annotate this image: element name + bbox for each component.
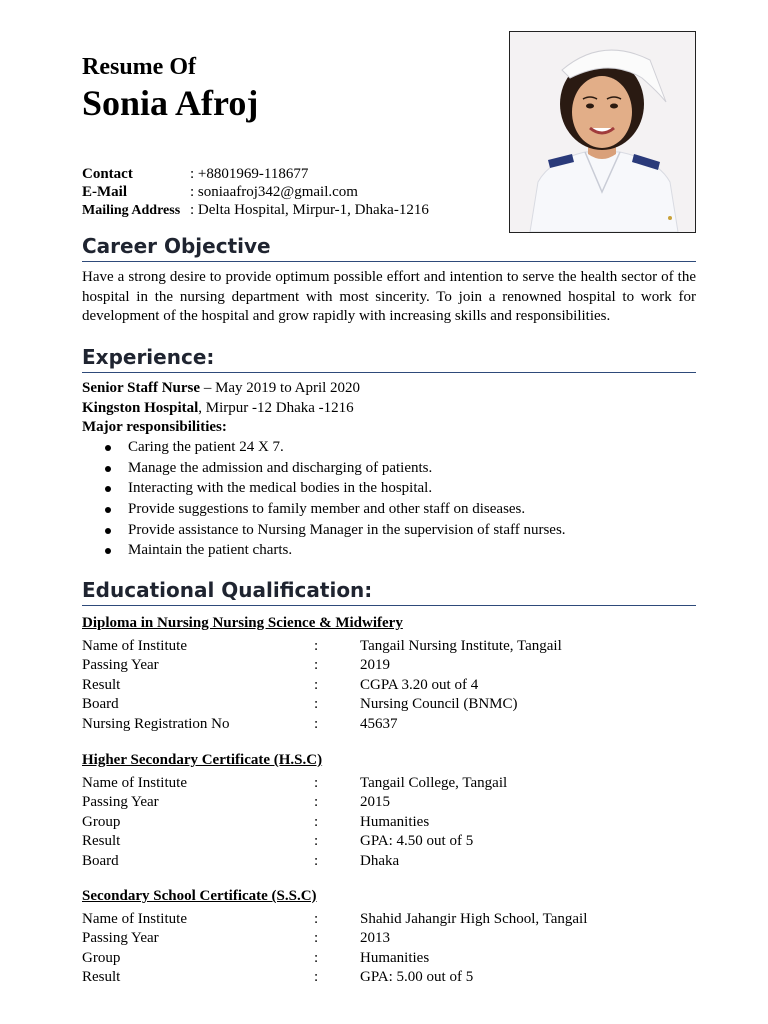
detail-value: GPA: 4.50 out of 5 [360,833,474,850]
detail-separator: : [314,969,319,986]
job-role-line [82,379,360,397]
resume-of-heading: Resume Of [82,54,196,80]
detail-separator: : [314,852,319,869]
detail-row [82,695,682,714]
detail-row [82,813,682,832]
list-item-text: Provide assistance to Nursing Manager in the supervision of staff nurses. [128,521,566,538]
list-item-text: Maintain the patient charts. [128,542,293,559]
ssc-details [82,910,682,988]
list-item-text: Caring the patient 24 X 7. [128,439,284,455]
detail-row [82,832,682,851]
detail-row [82,793,682,812]
detail-separator: : [314,813,319,830]
bullet-icon [105,466,111,472]
hsc-details [82,774,682,871]
detail-key: Result [82,833,121,850]
detail-separator: : [314,911,319,927]
detail-key: Result [82,676,121,693]
email-row [82,183,358,201]
address-label: Mailing Address [82,203,181,218]
section-divider [82,372,696,373]
detail-key: Passing Year [82,657,159,674]
list-item [82,520,566,541]
detail-value: 2015 [360,794,390,811]
career-objective-title: Career Objective [82,234,271,258]
email-value: : soniaafroj342@gmail.com [190,184,358,200]
detail-key: Name of Institute [82,775,187,791]
detail-value: 45637 [360,715,398,732]
bullet-icon [105,507,111,513]
contact-label: Contact [82,166,133,182]
address-row [82,201,429,220]
email-label: E-Mail [82,184,127,200]
detail-value: Humanities [360,813,430,830]
list-item [82,499,566,520]
detail-key: Passing Year [82,794,159,811]
diploma-heading: Diploma in Nursing Nursing Science & Midwifery [82,615,403,631]
section-divider [82,605,696,606]
detail-key: Nursing Registration No [82,715,230,732]
detail-key: Name of Institute [82,638,187,654]
list-item [82,540,566,561]
list-item [82,478,566,499]
list-item-text: Interacting with the medical bodies in the hospital. [128,480,433,497]
ssc-heading: Secondary School Certificate (S.S.C) [82,888,317,904]
detail-separator: : [314,833,319,850]
diploma-details [82,637,682,734]
job-period: – May 2019 to April 2020 [200,380,361,396]
detail-row [82,774,682,793]
detail-row [82,676,682,695]
contact-value: : +8801969-118677 [190,166,309,182]
hsc-heading: Higher Secondary Certificate (H.S.C) [82,752,323,768]
job-role: Senior Staff Nurse [82,380,201,396]
detail-row [82,949,682,968]
address-value: : Delta Hospital, Mirpur-1, Dhaka-1216 [190,202,429,218]
detail-value: Nursing Council (BNMC) [360,696,518,713]
detail-key: Name of Institute [82,911,187,927]
detail-separator: : [314,949,319,966]
bullet-icon [105,528,111,534]
education-title: Educational Qualification: [82,578,373,602]
list-item [82,437,566,458]
employer-line [82,399,354,417]
detail-row [82,929,682,948]
detail-value: Humanities [360,949,430,966]
detail-value: Dhaka [360,852,400,869]
detail-separator: : [314,676,319,693]
detail-row [82,715,682,734]
detail-row [82,852,682,871]
profile-photo [509,31,696,233]
employer-name: Kingston Hospital [82,400,199,416]
detail-separator: : [314,715,319,732]
detail-row [82,968,682,987]
detail-separator: : [314,930,319,947]
employer-location: , Mirpur -12 Dhaka -1216 [198,400,354,416]
detail-key: Passing Year [82,930,159,947]
candidate-name: Sonia Afroj [82,83,259,123]
responsibilities-label: Major responsibilities: [82,419,227,435]
nurse-portrait-illustration [510,32,695,232]
bullet-icon [105,486,111,492]
detail-row [82,910,682,929]
detail-key: Board [82,852,119,869]
detail-value: 2019 [360,657,390,674]
detail-separator: : [314,657,319,674]
detail-key: Board [82,696,119,713]
detail-row [82,656,682,675]
detail-row [82,637,682,656]
detail-separator: : [314,638,319,654]
detail-value: Tangail Nursing Institute, Tangail [360,638,562,654]
detail-value: 2013 [360,930,390,947]
detail-separator: : [314,775,319,791]
bullet-icon [105,548,111,554]
responsibilities-list [82,437,566,561]
detail-separator: : [314,696,319,713]
detail-value: GPA: 5.00 out of 5 [360,969,474,986]
contact-row [82,165,308,183]
career-objective-text: Have a strong desire to provide optimum possible effort and intention to serve the health sector of the hospital in the nursing department with most sincerity. To join a renowned hospital to work for development of the hospital and grow rapidly with increasing skills and responsibilities. [82,269,696,324]
section-divider [82,261,696,262]
detail-value: Shahid Jahangir High School, Tangail [360,911,588,927]
detail-key: Group [82,813,121,830]
bullet-icon [105,445,111,451]
list-item-text: Manage the admission and discharging of patients. [128,459,433,476]
list-item [82,458,566,479]
detail-value: CGPA 3.20 out of 4 [360,676,479,693]
detail-value: Tangail College, Tangail [360,775,508,791]
experience-title: Experience: [82,345,215,369]
detail-separator: : [314,794,319,811]
list-item-text: Provide suggestions to family member and other staff on diseases. [128,501,526,518]
detail-key: Result [82,969,121,986]
detail-key: Group [82,949,121,966]
